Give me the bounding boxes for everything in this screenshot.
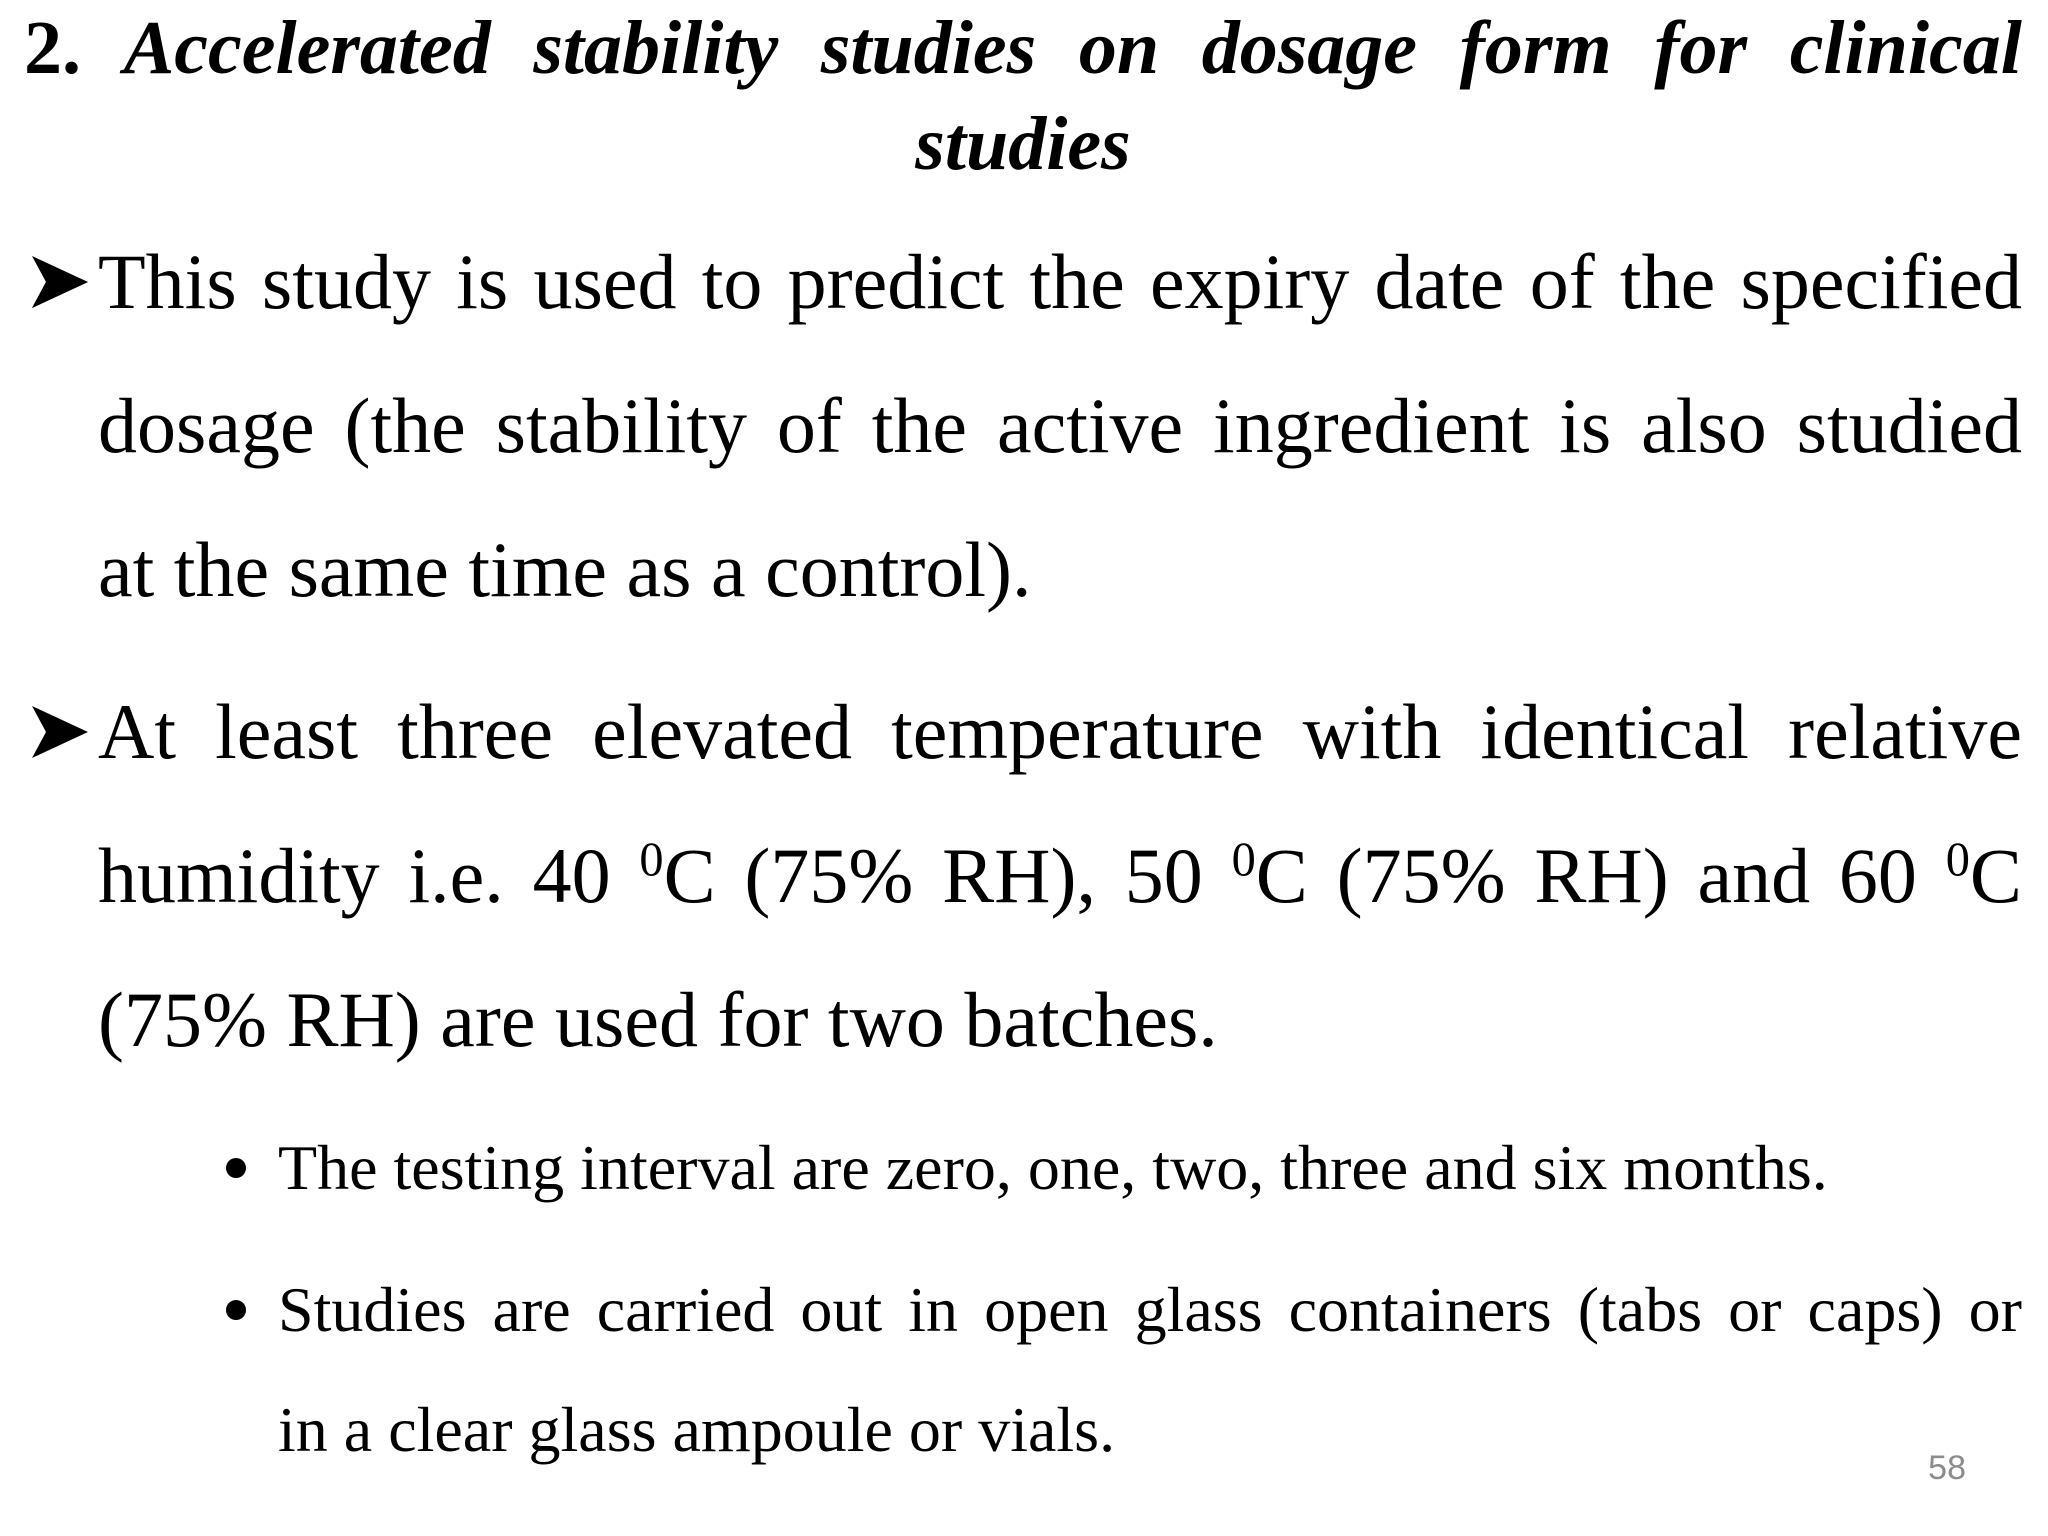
bullet-word: identical [1480, 688, 1749, 775]
bullet-word: the [1619, 238, 1716, 325]
sub-bullet-word: carried [596, 1274, 775, 1345]
bullet-2-line-1 [98, 684, 2022, 780]
page-number: 58 [1928, 1449, 1966, 1487]
bullet-word: is [1559, 382, 1612, 469]
bullet-word: also [1641, 382, 1767, 469]
sub-bullet-word: containers [1288, 1274, 1552, 1345]
bullet-word: three [397, 688, 554, 775]
title-number: 2. [24, 6, 81, 90]
round-bullet-icon [226, 1158, 246, 1178]
bullet-word: and [1697, 832, 1811, 919]
unit-letter: C [1969, 832, 2022, 919]
bullet-word: is [456, 238, 509, 325]
sub-bullet-word: caps) [1807, 1274, 1943, 1345]
bullet-word: expiry [1150, 238, 1350, 325]
bullet-word: humidity [98, 832, 380, 919]
unit-letter: C [1255, 832, 1308, 919]
sub-bullet-word: are [492, 1274, 571, 1345]
bullet-word: RH), [942, 832, 1096, 919]
sub-bullet-2-line-2: in a clear glass ampoule or vials. [278, 1394, 1116, 1465]
bullet-2-line-2 [98, 828, 2022, 924]
bullet-word: i.e. [408, 832, 504, 919]
sub-bullet-word: or [1968, 1274, 2022, 1345]
degree-superscript: 0 [639, 833, 664, 887]
bullet-word: temperature [891, 688, 1264, 775]
sub-bullet-word: glass [1134, 1274, 1263, 1345]
bullet-word: active [996, 382, 1184, 469]
slide-title-line-2: studies [915, 102, 1131, 186]
arrow-bullet-icon [28, 700, 92, 764]
bullet-word: the [871, 382, 968, 469]
bullet-word: used [533, 238, 677, 325]
sub-bullet-word: in [908, 1274, 959, 1345]
bullet-word: 50 [1124, 832, 1203, 919]
bullet-word: stability [495, 382, 747, 469]
bullet-word: RH) [1534, 832, 1669, 919]
bullet-1-line-1 [98, 234, 2022, 330]
bullet-word: specified [1740, 238, 2022, 325]
bullet-word: dosage [98, 382, 315, 469]
degree-superscript: 0 [1945, 833, 1970, 887]
bullet-word: to [701, 238, 763, 325]
bullet-word: This [98, 238, 237, 325]
bullet-word: ingredient [1213, 382, 1530, 469]
sub-bullet-1-line-1: The testing interval are zero, one, two, three and six months. [278, 1132, 1828, 1203]
bullet-word: predict [787, 238, 1005, 325]
degree-superscript: 0 [1231, 833, 1256, 887]
temperature-unit [639, 828, 715, 924]
title-word: stability [533, 6, 779, 90]
bullet-word: date [1374, 238, 1505, 325]
title-word: Accelerated [123, 6, 491, 90]
bullet-word: relative [1788, 688, 2022, 775]
arrow-bullet-icon [28, 250, 92, 314]
bullet-word: study [261, 238, 431, 325]
title-word: clinical [1789, 6, 2022, 90]
bullet-1-line-2 [98, 378, 2022, 474]
title-word: on [1078, 6, 1160, 90]
bullet-word: of [776, 382, 842, 469]
bullet-word: studied [1796, 382, 2022, 469]
title-word: form [1459, 6, 1612, 90]
title-word: dosage [1201, 6, 1418, 90]
temperature-unit [1232, 828, 1308, 924]
bullet-word: At [98, 688, 176, 775]
unit-letter: C [663, 832, 716, 919]
bullet-1-line-3: at the same time as a control). [98, 526, 1032, 613]
temperature-unit [1946, 828, 2022, 924]
sub-bullet-2-line-1 [278, 1270, 2022, 1350]
sub-bullet-word: or [1728, 1274, 1782, 1345]
title-word: studies [820, 6, 1037, 90]
bullet-word: the [1029, 238, 1125, 325]
bullet-2-line-3: (75% RH) are used for two batches. [98, 976, 1218, 1063]
bullet-word: least [215, 688, 359, 775]
bullet-word: (75% [1336, 832, 1506, 919]
sub-bullet-word: Studies [278, 1274, 467, 1345]
bullet-word: 60 [1838, 832, 1917, 919]
title-word: for [1654, 6, 1748, 90]
bullet-word: 40 [532, 832, 611, 919]
sub-bullet-word: open [984, 1274, 1109, 1345]
sub-bullet-word: out [800, 1274, 883, 1345]
bullet-word: with [1302, 688, 1442, 775]
bullet-word: of [1529, 238, 1595, 325]
bullet-word: (75% [744, 832, 914, 919]
round-bullet-icon [226, 1300, 246, 1320]
slide-title-line-1 [24, 0, 2022, 96]
sub-bullet-word: (tabs [1577, 1274, 1703, 1345]
bullet-word: elevated [592, 688, 852, 775]
bullet-word: (the [344, 382, 466, 469]
